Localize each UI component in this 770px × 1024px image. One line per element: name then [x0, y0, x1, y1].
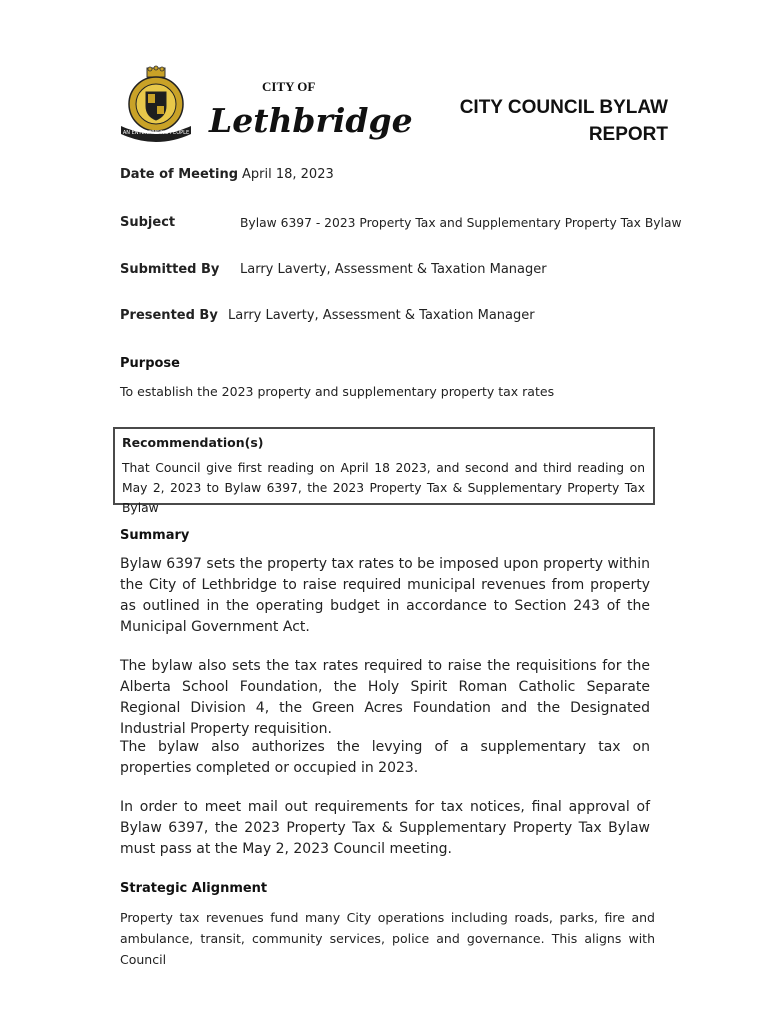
submitted-by-field: [120, 262, 547, 277]
city-crest-icon: [117, 66, 413, 146]
meeting-date-label: Date of Meeting: [120, 167, 239, 182]
presented-by-label: Presented By: [120, 308, 218, 323]
subject-field: [120, 215, 682, 230]
summary-paragraph-4: In order to meet mail out requirements for tax notices, final approval of Bylaw 6397, the 2023 Property Tax & Supplementary Property Tax Bylaw must pass at the May 2, 2023 Council meeting.: [120, 799, 650, 857]
report-title-line1: CITY COUNCIL BYLAW: [459, 97, 668, 118]
purpose-text: To establish the 2023 property and supplementary property tax rates: [120, 384, 555, 399]
logo-wordmark: Lethbridge: [209, 101, 413, 140]
purpose-heading: Purpose: [120, 356, 180, 371]
meeting-date-field: [120, 167, 334, 182]
submitted-by-value: Larry Laverty, Assessment & Taxation Manager: [240, 262, 547, 277]
presented-by-value: Larry Laverty, Assessment & Taxation Manager: [228, 308, 535, 323]
summary-paragraph-2: The bylaw also sets the tax rates required to raise the requisitions for the Alberta School Foundation, the Holy Spirit Roman Catholic Separate Regional Division 4, the Green Acres Foundation and the Designated Industrial Property requisition.: [120, 658, 650, 737]
recommendation-box: [113, 427, 655, 515]
summary-heading: Summary: [120, 528, 190, 543]
recommendation-text: That Council give first reading on April 18 2023, and second and third reading on May 2, 2023 to Bylaw 6397, the 2023 Property Tax & Supplementary Property Tax Bylaw: [122, 461, 645, 515]
meeting-date-value: April 18, 2023: [242, 167, 334, 182]
report-title: [460, 94, 668, 148]
crest-motto: AN ENTERPRISING PEOPLE: [122, 130, 190, 136]
strategic-alignment-heading: Strategic Alignment: [120, 881, 268, 896]
summary-paragraph-3: The bylaw also authorizes the levying of a supplementary tax on properties completed or occupied in 2023.: [120, 739, 650, 776]
report-title-line2: REPORT: [588, 124, 668, 145]
logo-city-of: CITY OF: [262, 79, 316, 94]
presented-by-field: [120, 308, 535, 323]
subject-value: Bylaw 6397 - 2023 Property Tax and Supplementary Property Tax Bylaw: [240, 216, 682, 230]
subject-label: Subject: [120, 215, 176, 230]
submitted-by-label: Submitted By: [120, 262, 220, 277]
strategic-alignment-text: Property tax revenues fund many City operations including roads, parks, fire and ambulance, transit, community services, police and governance. This aligns with Council: [120, 910, 655, 967]
recommendation-heading: Recommendation(s): [122, 435, 264, 450]
summary-paragraph-1: Bylaw 6397 sets the property tax rates to be imposed upon property within the City of Lethbridge to raise required municipal revenues from property as outlined in the operating budget in accordance to Section 243 of the Municipal Government Act.: [120, 556, 650, 635]
city-logo: [117, 66, 413, 146]
